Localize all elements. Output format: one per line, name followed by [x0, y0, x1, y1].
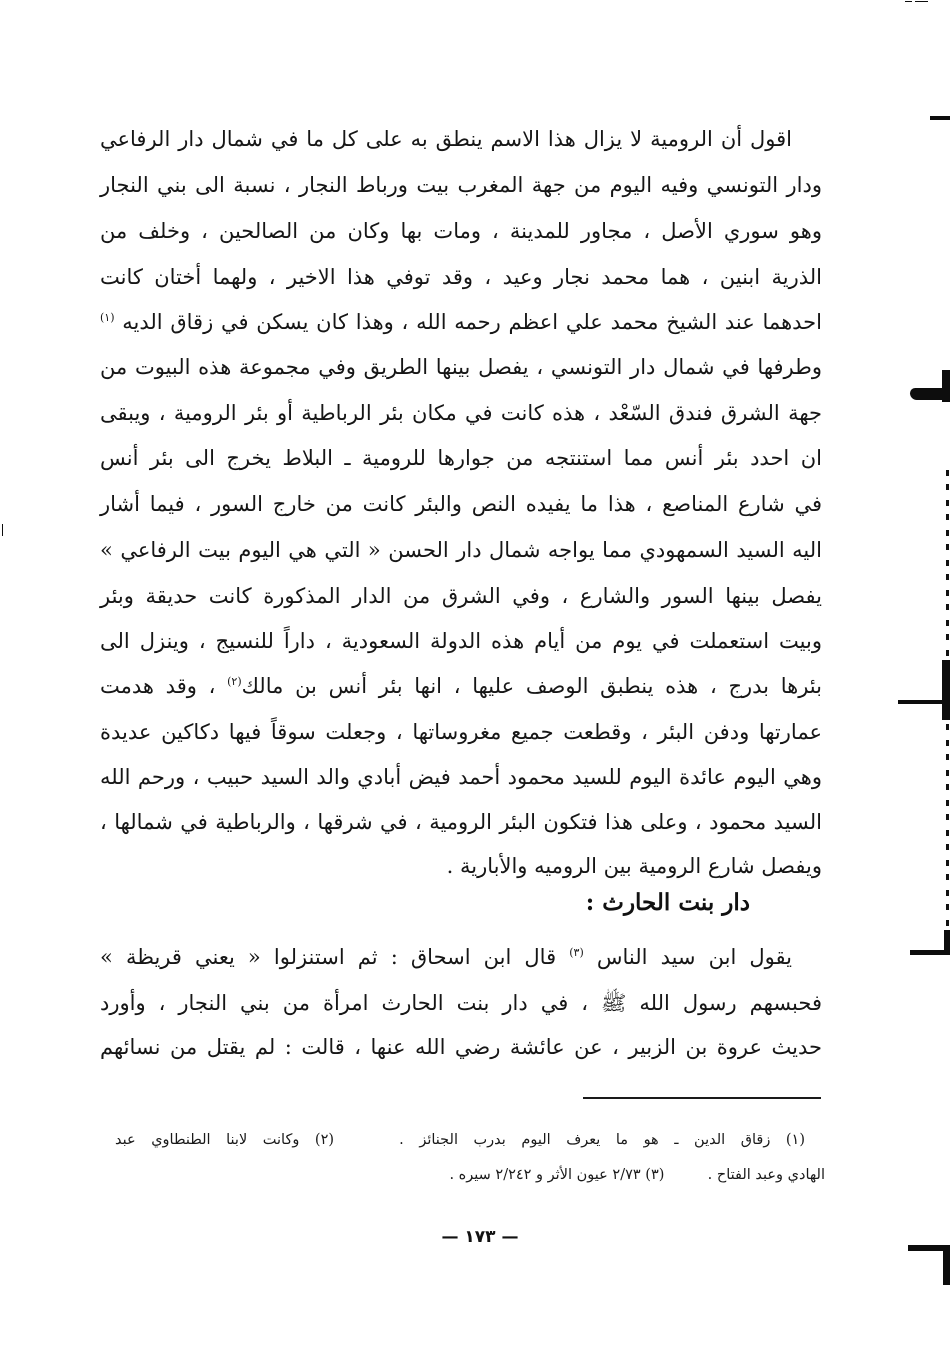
scan-mark-top	[905, 1, 912, 2]
scan-mark-4b	[944, 930, 950, 954]
body-line-13-text: بئرها بدرج ، هذه ينطبق الوصف عليها ، انها بئر أنس بن مالك	[241, 674, 822, 698]
footnote-marker-3: (٣)	[569, 946, 584, 959]
body-line-5	[100, 299, 822, 345]
footnote-marker-1: (١)	[100, 311, 115, 324]
scan-mark-top-2	[915, 1, 928, 2]
footnote-2-continued: الهادي وعبد الفتاح .	[707, 1167, 825, 1183]
section-line-3: حديث عروة بن الزبير ، عن عائشة رضي الله عنها ، قالت : لم يقتل من نسائهم	[100, 1035, 822, 1059]
scan-mark-5b	[943, 1245, 950, 1285]
section-line-1	[100, 934, 792, 980]
scan-mark-3b	[942, 660, 950, 720]
body-line-11: يفصل بينها السور والشارع ، وفي الشرق من الدار المذكورة كانت حديقة وبئر	[100, 584, 822, 608]
section-heading: دار بنت الحارث :	[585, 889, 750, 916]
body-line-16: السيد محمود ، وعلى هذا فتكون البئر الرومية ، في شرقها ، والرباطية في شمالها ،	[100, 810, 822, 834]
page-number: — ١٧٣ —	[441, 1227, 519, 1247]
body-line-13-tail: ، وقد هدمت	[100, 674, 216, 698]
footnote-marker-2: (٢)	[227, 675, 242, 688]
body-line-4: الذرية ابنين ، هما محمد نجار وعيد ، وقد توفي هذا الاخير ، ولهما أختان كانت	[100, 265, 822, 289]
body-line-6: وطرفها في شمال دار التونسي ، يفصل بينها الطريق وفي مجموعة هذه البيوت من	[100, 355, 822, 379]
body-line-12: وبيت استعملت في يوم من أيام هذه الدولة السعودية ، داراً للنسيج ، وينزل الى	[100, 629, 822, 653]
footnote-1: (١) زقاق الدين ـ هو ما يعرف اليوم بدرب الجنائز .	[399, 1132, 806, 1148]
body-line-3: وهو سوري الأصل ، مجاور للمدينة ، ومات بها وكان من الصالحين ، وخلف من	[100, 219, 822, 243]
body-line-15: وهي اليوم عائدة اليوم للسيد محمود أحمد فيض أبادي والد السيد حبيب ، ورحم الله	[100, 765, 822, 789]
body-line-10: اليه السيد السمهودي مما يواجه شمال دار الحسن « التي هي اليوم بيت الرفاعي »	[100, 538, 822, 562]
section-line-1-tail: قال ابن اسحاق : ثم استنزلوا « يعني قريظة »	[100, 945, 557, 969]
body-line-9: في شارع المناصع ، هذا ما يفيده النص والبئر كانت من خارج السور ، فيما أشار	[100, 492, 822, 516]
footnote-line-2	[449, 1160, 825, 1190]
scan-mark-left	[2, 524, 3, 536]
section-line-2: فحبسهم رسول الله ﷺ ، في دار بنت الحارث امرأة من بني النجار ، وأورد	[100, 991, 822, 1015]
body-line-1: اقول أن الرومية لا يزال هذا الاسم ينطق به على كل ما في شمال دار الرفاعي	[100, 127, 792, 151]
body-line-13	[100, 663, 822, 709]
body-line-7: جهة الشرق فندق السّعْد ، هذه كانت في مكان بئر الرباطية أو بئر الرومية ، ويبقى	[100, 401, 822, 425]
footnote-3: (٣) ٢/٧٣ عيون الأثر و ٢/٢٤٢ سيره .	[449, 1167, 665, 1183]
scan-mark-1	[930, 116, 950, 120]
body-line-17: ويفصل شارع الرومية بين الروميه والأبارية .	[446, 854, 822, 878]
footnote-separator	[583, 1097, 821, 1099]
body-line-14: عمارتها ودفن البئر ، وقطعت جميع مغروساتها ، وجعلت سوقاً فيها دكاكين عديدة	[100, 720, 822, 744]
footnote-2: (٢) وكانت لابنا الطنطاوي عبد	[115, 1132, 335, 1148]
body-line-8: ان احدد بئر أنس مما استنتجه من جوارها للرومية ـ البلاط يخرج الى بئر أنس	[100, 446, 822, 470]
footnote-line-1	[115, 1125, 805, 1155]
section-line-1-text: يقول ابن سيد الناس	[596, 945, 792, 969]
scan-mark-2b	[942, 370, 950, 402]
body-line-5-text: احدهما عند الشيخ محمد علي اعظم رحمه الله ، وهذا كان يسكن في زقاق الديه	[122, 310, 822, 334]
body-line-2: ودار التونسي وفيه اليوم من جهة المغرب بيت ورباط النجار ، نسبة الى بني النجار	[100, 173, 822, 197]
